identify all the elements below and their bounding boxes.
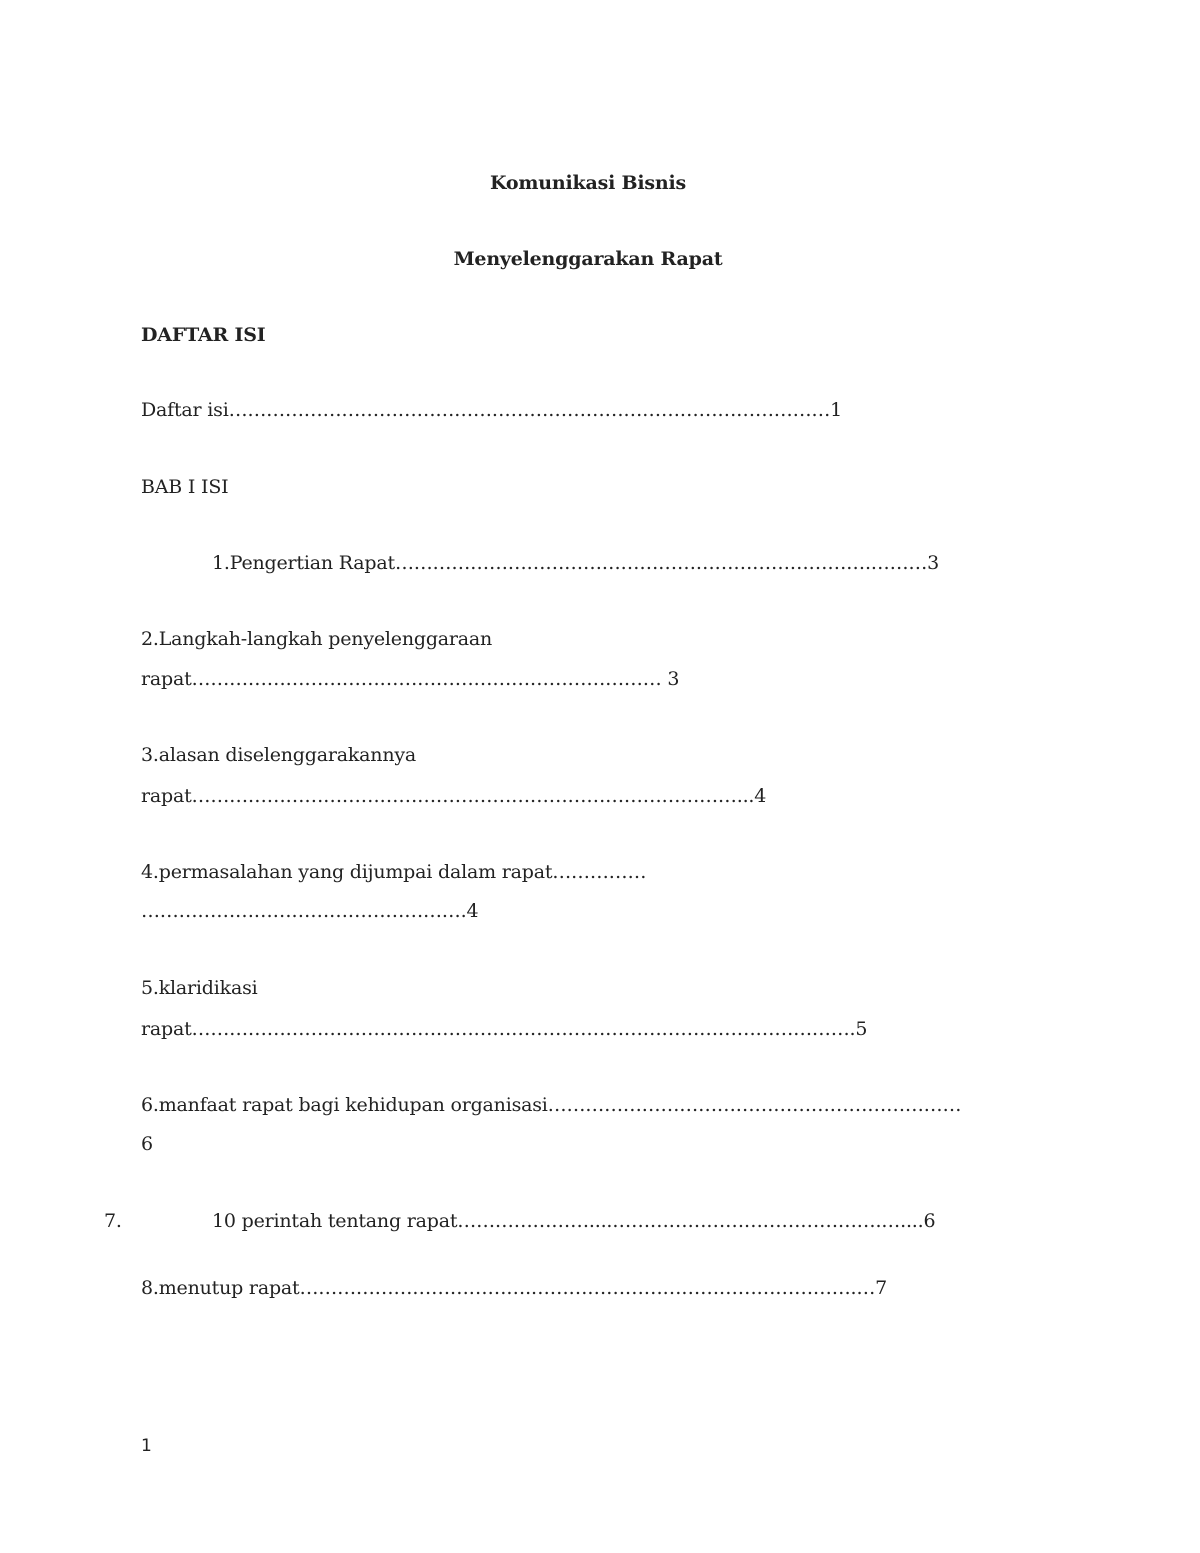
- toc-entry-bab1: BAB I ISI: [141, 476, 229, 498]
- toc-entry-8: 8.menutup rapat……………………………….…………………………………………….…7: [141, 1277, 888, 1299]
- toc-heading: DAFTAR ISI: [141, 324, 266, 346]
- toc-entry-6-line1: 6.manfaat rapat bagi kehidupan organisasi…………………………………………………………: [141, 1094, 962, 1116]
- document-title: Komunikasi Bisnis: [489, 172, 687, 194]
- page-number: 1: [141, 1436, 152, 1456]
- toc-entry-3-line1: 3.alasan diselenggarakannya: [141, 744, 417, 766]
- toc-entry-5-line1: 5.klaridikasi: [141, 977, 258, 999]
- toc-entry-5-line2: rapat…………………………………………………………………………………………….5: [141, 1018, 868, 1040]
- toc-entry-3-line2: rapat……………………………………………………………………………...4: [141, 785, 767, 807]
- toc-entry-daftar-isi: Daftar isi……………………………………………………………………………………1: [141, 399, 843, 421]
- toc-entry-1: 1.Pengertian Rapat………………………………………………………………….………3: [212, 552, 940, 574]
- document-subtitle: Menyelenggarakan Rapat: [453, 248, 723, 270]
- toc-entry-7-text: 10 perintah tentang rapat…………………....…………………………………….…....6: [212, 1210, 936, 1232]
- toc-entry-6-line2: 6: [141, 1133, 153, 1155]
- toc-entry-4-line2: …………………………………………….4: [141, 900, 479, 922]
- toc-entry-7-number: 7.: [104, 1210, 122, 1232]
- toc-entry-2-line1: 2.Langkah-langkah penyelenggaraan: [141, 628, 493, 650]
- toc-entry-4-line1: 4.permasalahan yang dijumpai dalam rapat……………: [141, 861, 647, 883]
- toc-entry-2-line2: rapat………………………………………………………………… 3: [141, 668, 680, 690]
